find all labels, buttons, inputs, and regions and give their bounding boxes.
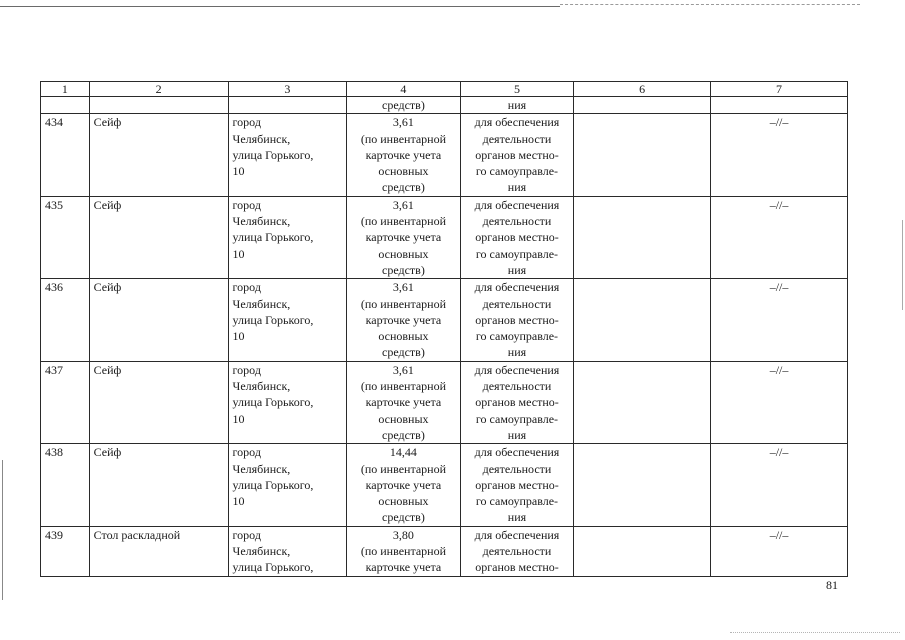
item-value bbox=[347, 196, 461, 278]
table-row bbox=[41, 444, 848, 526]
item-col-6 bbox=[574, 526, 711, 576]
item-number: 436 bbox=[41, 279, 90, 361]
item-value bbox=[347, 361, 461, 443]
header-col-4: 4 bbox=[347, 82, 461, 97]
header-row bbox=[41, 82, 848, 97]
item-col-6 bbox=[574, 444, 711, 526]
item-name: Сейф bbox=[89, 196, 228, 278]
continuation-row bbox=[41, 97, 848, 114]
item-value-note: (по инвентарной карточке учета основных средств) bbox=[360, 461, 447, 525]
item-col-7: –//– bbox=[711, 444, 848, 526]
item-value-amount: 3,61 bbox=[392, 115, 414, 130]
header-col-6: 6 bbox=[574, 82, 711, 97]
item-value-note: (по инвентарной карточке учета основных средств) bbox=[360, 296, 447, 360]
table-row bbox=[41, 114, 848, 196]
table-row bbox=[41, 279, 848, 361]
page-number: 81 bbox=[826, 578, 838, 592]
item-purpose: для обеспечения деятельности органов местно- го самоуправле- ния bbox=[460, 196, 574, 278]
item-number: 434 bbox=[41, 114, 90, 196]
item-value bbox=[347, 279, 461, 361]
property-register-table bbox=[40, 81, 848, 577]
item-value-amount: 14,44 bbox=[389, 445, 417, 460]
scan-artifact-bottom-noise bbox=[730, 632, 900, 633]
item-name: Сейф bbox=[89, 444, 228, 526]
item-col-7: –//– bbox=[711, 526, 848, 576]
scan-artifact-left-edge bbox=[2, 460, 3, 600]
item-number: 438 bbox=[41, 444, 90, 526]
header-col-5: 5 bbox=[460, 82, 574, 97]
table-row bbox=[41, 196, 848, 278]
item-col-7: –//– bbox=[711, 114, 848, 196]
item-address: город Челябинск, улица Горького, bbox=[228, 526, 347, 576]
item-value bbox=[347, 114, 461, 196]
item-value bbox=[347, 444, 461, 526]
continuation-col-7 bbox=[711, 97, 848, 114]
item-value-amount: 3,61 bbox=[392, 280, 414, 295]
header-col-7: 7 bbox=[711, 82, 848, 97]
table-row bbox=[41, 526, 848, 576]
item-value-note: (по инвентарной карточке учета основных средств) bbox=[360, 379, 447, 442]
item-value bbox=[347, 526, 461, 576]
item-address: город Челябинск, улица Горького, 10 bbox=[228, 279, 347, 361]
column-number-header bbox=[41, 82, 848, 97]
item-value-note: (по инвентарной карточке учета bbox=[360, 544, 447, 575]
item-value-amount: 3,61 bbox=[392, 362, 414, 377]
scan-artifact-top-dashes bbox=[560, 4, 860, 5]
continuation-col-3 bbox=[228, 97, 347, 114]
item-number: 437 bbox=[41, 361, 90, 443]
item-value-amount: 3,61 bbox=[392, 197, 414, 212]
item-value-amount: 3,80 bbox=[392, 527, 414, 542]
item-name: Сейф bbox=[89, 114, 228, 196]
continuation-col-5: ния bbox=[460, 97, 574, 114]
item-col-7: –//– bbox=[711, 279, 848, 361]
item-name: Сейф bbox=[89, 361, 228, 443]
continuation-col-2 bbox=[89, 97, 228, 114]
item-address: город Челябинск, улица Горького, 10 bbox=[228, 444, 347, 526]
item-value-note: (по инвентарной карточке учета основных средств) bbox=[360, 214, 447, 277]
item-purpose: для обеспечения деятельности органов местно- го самоуправле- ния bbox=[460, 114, 574, 196]
item-name: Сейф bbox=[89, 279, 228, 361]
header-col-2: 2 bbox=[89, 82, 228, 97]
item-purpose: для обеспечения деятельности органов местно- го самоуправле- ния bbox=[460, 444, 574, 526]
header-col-1: 1 bbox=[41, 82, 90, 97]
item-value-note: (по инвентарной карточке учета основных средств) bbox=[360, 131, 447, 195]
continuation-col-1 bbox=[41, 97, 90, 114]
item-address: город Челябинск, улица Горького, 10 bbox=[228, 196, 347, 278]
item-col-6 bbox=[574, 114, 711, 196]
item-number: 439 bbox=[41, 526, 90, 576]
item-col-7: –//– bbox=[711, 361, 848, 443]
table-row bbox=[41, 361, 848, 443]
item-purpose: для обеспечения деятельности органов местно- го самоуправле- ния bbox=[460, 279, 574, 361]
item-address: город Челябинск, улица Горького, 10 bbox=[228, 114, 347, 196]
header-col-3: 3 bbox=[228, 82, 347, 97]
continuation-col-4: средств) bbox=[347, 97, 461, 114]
item-purpose: для обеспечения деятельности органов местно- го самоуправле- ния bbox=[460, 361, 574, 443]
scan-artifact-right-edge bbox=[902, 220, 903, 310]
item-number: 435 bbox=[41, 196, 90, 278]
item-purpose: для обеспечения деятельности органов местно- bbox=[460, 526, 574, 576]
item-col-6 bbox=[574, 196, 711, 278]
continuation-col-6 bbox=[574, 97, 711, 114]
item-name: Стол раскладной bbox=[89, 526, 228, 576]
item-col-6 bbox=[574, 361, 711, 443]
item-address: город Челябинск, улица Горького, 10 bbox=[228, 361, 347, 443]
register-body bbox=[41, 97, 848, 577]
item-col-7: –//– bbox=[711, 196, 848, 278]
item-col-6 bbox=[574, 279, 711, 361]
scan-artifact-top-line bbox=[0, 6, 560, 7]
